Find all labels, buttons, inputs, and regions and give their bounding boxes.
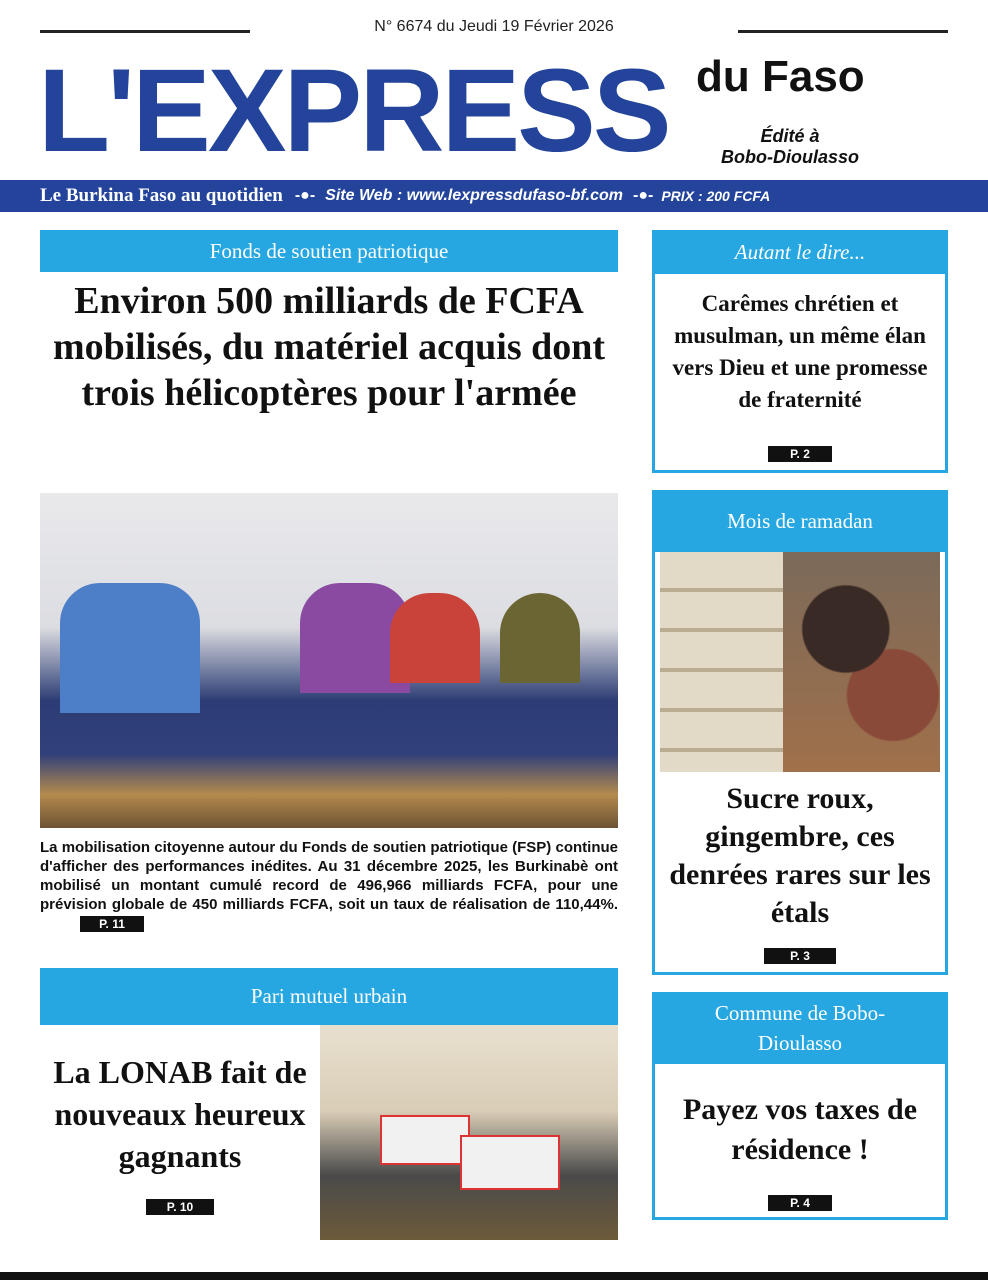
price: PRIX : 200 FCFA [661,188,771,204]
sidebar-box [652,992,948,1220]
right-column [652,230,948,1230]
separator: -●- [633,187,654,204]
edition-line1: Édité à [760,126,820,146]
edition-location [700,126,880,167]
second-story-photo [320,1025,618,1240]
sidebar-box [652,490,948,975]
main-story-kicker: Fonds de soutien patriotique [40,230,618,272]
photo-cheque [460,1135,560,1190]
sidebar-kicker: Autant le dire... [652,230,948,274]
page-ref-badge[interactable]: P. 2 [768,446,832,462]
website-link[interactable]: Site Web : www.lexpressdufaso-bf.com [325,187,624,204]
photo-person [500,593,580,683]
main-story-caption-block [40,838,618,933]
second-story-kicker: Pari mutuel urbain [40,968,618,1025]
edition-line2: Bobo-Dioulasso [721,146,859,167]
page-ref-badge[interactable]: P. 10 [146,1199,214,1215]
main-story-caption: La mobilisation citoyenne autour du Fonds de soutien patriotique (FSP) continue d'afficher des performances inédites. Au 31 décembre 2025, les Burkinabè ont mobilisé un montant cumulé record de 496,966 milliards FCFA, pour une prévision globale de 450 milliards FCFA, soit un taux de réalisation de 110,44%. [40,839,618,913]
second-story-headline[interactable]: La LONAB fait de nouveaux heureux gagnants [53,1053,307,1174]
photo-cheque [380,1115,470,1165]
photo-person [390,593,480,683]
main-story-photo [40,493,618,828]
header-rule-right [738,30,948,33]
main-story-headline[interactable]: Environ 500 milliards de FCFA mobilisés, du matériel acquis dont trois hélicoptères pour l'armée [52,280,606,414]
masthead-bar [0,180,988,212]
photo-person [60,583,200,713]
sidebar-headline[interactable]: Payez vos taxes de résidence ! [682,1092,918,1166]
photo-spices [783,552,940,772]
sidebar-headline[interactable]: Carêmes chrétien et musulman, un même élan vers Dieu et une promesse de fraternité [672,291,928,412]
page-ref-badge[interactable]: P. 4 [768,1195,832,1211]
header-rule-left [40,30,250,33]
newspaper-logo: L'EXPRESS [38,52,669,170]
sidebar-photo [660,552,940,772]
sidebar-kicker: Commune de Bobo-Dioulasso [652,992,948,1064]
page-ref-badge[interactable]: P. 11 [80,916,144,932]
sidebar-box [652,230,948,473]
page-ref-badge[interactable]: P. 3 [764,948,836,964]
sidebar-kicker: Mois de ramadan [652,490,948,552]
bottom-rule [0,1272,988,1280]
slogan: Le Burkina Faso au quotidien [40,185,283,206]
separator: -●- [294,187,316,204]
second-story [40,1025,618,1240]
photo-sugar-boxes [660,552,783,772]
issue-date: N° 6674 du Jeudi 19 Février 2026 [374,18,614,35]
logo-suffix: du Faso [696,52,865,101]
sidebar-headline[interactable]: Sucre roux, gingembre, ces denrées rares sur les étals [669,782,931,929]
second-story-text [40,1025,320,1240]
left-column [40,230,618,1240]
